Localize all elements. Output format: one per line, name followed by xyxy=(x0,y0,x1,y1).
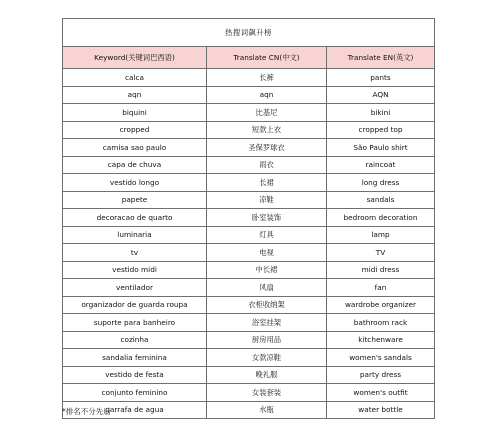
table-row xyxy=(63,209,435,227)
en-cell: fan xyxy=(327,279,435,297)
keyword-cell: suporte para banheiro xyxy=(63,314,207,332)
table-title: 热搜词飙升榜 xyxy=(63,19,435,47)
title-row xyxy=(63,19,435,47)
cn-cell: 电视 xyxy=(207,244,327,262)
table-row xyxy=(63,384,435,402)
cn-cell: 卧室装饰 xyxy=(207,209,327,227)
en-cell: kitchenware xyxy=(327,331,435,349)
keyword-cell: capa de chuva xyxy=(63,156,207,174)
table-row xyxy=(63,191,435,209)
en-cell: bikini xyxy=(327,104,435,122)
keyword-cell: calca xyxy=(63,69,207,87)
keyword-cell: luminaria xyxy=(63,226,207,244)
en-cell: sandals xyxy=(327,191,435,209)
en-cell: bathroom rack xyxy=(327,314,435,332)
footnote: *排名不分先后 xyxy=(62,407,111,416)
cn-cell: 长裙 xyxy=(207,174,327,192)
cn-cell: 中长裙 xyxy=(207,261,327,279)
cn-cell: 风扇 xyxy=(207,279,327,297)
en-cell: AQN xyxy=(327,86,435,104)
cn-cell: 女款凉鞋 xyxy=(207,349,327,367)
en-cell: midi dress xyxy=(327,261,435,279)
table-row xyxy=(63,314,435,332)
table-row xyxy=(63,86,435,104)
en-cell: women's sandals xyxy=(327,349,435,367)
cn-cell: 短款上衣 xyxy=(207,121,327,139)
table-row xyxy=(63,349,435,367)
keyword-cell: decoracao de quarto xyxy=(63,209,207,227)
cn-cell: 厨房用品 xyxy=(207,331,327,349)
header-row xyxy=(63,47,435,69)
cn-cell: aqn xyxy=(207,86,327,104)
en-cell: São Paulo shirt xyxy=(327,139,435,157)
table-row xyxy=(63,244,435,262)
cn-cell: 浴室挂架 xyxy=(207,314,327,332)
cn-cell: 晚礼服 xyxy=(207,366,327,384)
en-cell: women's outfit xyxy=(327,384,435,402)
table-body xyxy=(63,69,435,419)
keyword-cell: camisa sao paulo xyxy=(63,139,207,157)
cn-cell: 圣保罗球衣 xyxy=(207,139,327,157)
table-row xyxy=(63,139,435,157)
keyword-cell: organizador de guarda roupa xyxy=(63,296,207,314)
table-row xyxy=(63,331,435,349)
keyword-cell: aqn xyxy=(63,86,207,104)
keyword-cell: tv xyxy=(63,244,207,262)
keyword-cell: cropped xyxy=(63,121,207,139)
table-row xyxy=(63,366,435,384)
en-cell: TV xyxy=(327,244,435,262)
table-row xyxy=(63,69,435,87)
en-cell: lamp xyxy=(327,226,435,244)
en-cell: bedroom decoration xyxy=(327,209,435,227)
keyword-cell: biquini xyxy=(63,104,207,122)
en-cell: party dress xyxy=(327,366,435,384)
table-row xyxy=(63,296,435,314)
keyword-cell: vestido de festa xyxy=(63,366,207,384)
keyword-cell: vestido longo xyxy=(63,174,207,192)
hot-search-table xyxy=(62,18,435,419)
keyword-cell: garrafa de agua xyxy=(63,401,207,419)
en-cell: cropped top xyxy=(327,121,435,139)
keyword-sheet xyxy=(62,18,434,419)
keyword-cell: vestido midi xyxy=(63,261,207,279)
table-row xyxy=(63,401,435,419)
en-cell: raincoat xyxy=(327,156,435,174)
table-row xyxy=(63,261,435,279)
header-translate-cn: Translate CN(中文) xyxy=(207,47,327,69)
table-row xyxy=(63,279,435,297)
keyword-cell: papete xyxy=(63,191,207,209)
cn-cell: 水瓶 xyxy=(207,401,327,419)
table-row xyxy=(63,156,435,174)
cn-cell: 凉鞋 xyxy=(207,191,327,209)
en-cell: water bottle xyxy=(327,401,435,419)
header-translate-en: Translate EN(英文) xyxy=(327,47,435,69)
table-row xyxy=(63,226,435,244)
cn-cell: 长裤 xyxy=(207,69,327,87)
en-cell: long dress xyxy=(327,174,435,192)
header-keyword: Keyword(关键词巴西语) xyxy=(63,47,207,69)
en-cell: wardrobe organizer xyxy=(327,296,435,314)
cn-cell: 衣柜收纳架 xyxy=(207,296,327,314)
keyword-cell: sandalia feminina xyxy=(63,349,207,367)
keyword-cell: conjunto feminino xyxy=(63,384,207,402)
keyword-cell: ventilador xyxy=(63,279,207,297)
table-row xyxy=(63,104,435,122)
keyword-cell: cozinha xyxy=(63,331,207,349)
cn-cell: 灯具 xyxy=(207,226,327,244)
cn-cell: 女装套装 xyxy=(207,384,327,402)
table-row xyxy=(63,121,435,139)
en-cell: pants xyxy=(327,69,435,87)
cn-cell: 比基尼 xyxy=(207,104,327,122)
table-row xyxy=(63,174,435,192)
cn-cell: 雨衣 xyxy=(207,156,327,174)
